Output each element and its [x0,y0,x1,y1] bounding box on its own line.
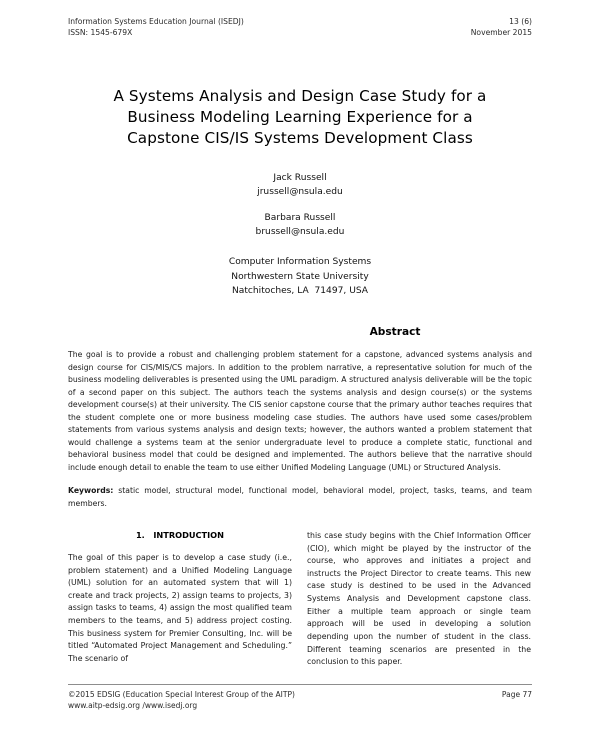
running-head-left [68,16,244,38]
author-entry [68,171,532,199]
paper-title-line-3: Capstone CIS/IS Systems Development Class [127,128,473,147]
keywords-line [68,485,532,510]
footer-left [68,690,295,712]
author-list [68,171,532,239]
keywords-text: static model, structural model, functional model, behavioral model, project, tasks, teams, and team members. [68,486,532,508]
keywords-label: Keywords: [68,486,114,496]
author-email[interactable]: brussell@nsula.edu [255,227,345,238]
introduction-paragraph-left: The goal of this paper is to develop a case study (i.e., problem statement) and a Unified Modeling Language (UML) solution for an automated system that will 1) create and track projects, 2) assign teams to projects, 3) assign tasks to teams, 4) assign the most qualified team members to the teams, and 5) address project costing. This business system for Premier Consulting, Inc. will be titled “Automated Project Management and Scheduling.” The scenario of [68,552,292,663]
paper-title [68,86,532,149]
volume-issue: 13 (6) [509,17,532,26]
body-column-right [307,530,531,669]
body-column-left [68,530,292,669]
footer-divider [68,684,532,685]
affiliation-institution: Northwestern State University [231,271,369,282]
footer-website[interactable]: www.aitp-edsig.org /www.isedj.org [68,701,198,711]
author-email[interactable]: jrussell@nsula.edu [257,187,343,197]
footer-page-number: Page 77 [501,690,532,700]
abstract-heading: Abstract [369,326,421,339]
affiliation-location: Natchitoches, LA 71497, USA [231,286,369,296]
author-affiliation [68,255,532,298]
author-name: Jack Russell [273,172,327,183]
paper-title-line-2: Business Modeling Learning Experience for a [127,107,473,126]
footer-copyright: ©2015 EDSIG (Education Special Interest Group of the AITP) [68,690,295,700]
footer-row [68,690,532,712]
page-footer [68,684,532,712]
section-heading-introduction: 1. INTRODUCTION [135,529,224,540]
publication-date: November 2015 [470,28,532,37]
running-head [68,16,532,38]
body-columns [68,530,532,669]
introduction-paragraph-right: this case study begins with the Chief Information Officer (CIO), which might be played by the instructor of the course, who approves and initiates a project and instructs the Project Director to create teams. This new case study is destined to be used in the Advanced Systems Analysis and Development capstone class. Either a multiple team approach or single team approach will be used in developing a solution depending upon the number of student in the class. Different teaming scenarios are presented in the conclusion to this paper. [307,530,531,667]
affiliation-department: Computer Information Systems [228,257,372,268]
journal-name: Information Systems Education Journal (ISEDJ) [68,17,244,26]
author-entry [68,211,532,239]
abstract-body: The goal is to provide a robust and challenging problem statement for a capstone, advanced systems analysis and design course for CIS/MIS/CS majors. In addition to the problem narrative, a representative solution for much of the business modeling deliverables is presented using the UML paradigm. A structured analysis deliverable will be the topic of a second paper on this subject. The authors teach the systems analysis and design course(s) or the systems development course(s) at their university. The CIS senior capstone course that the primary author teaches requires that the student complete one or more business modeling case studies. The authors have used some cases/problem statements from various systems analysis and design texts; however, the authors wanted a problem statement that would challenge a systems team at the senior undergraduate level to produce a complete static, functional and behavioral business model that could be designed and implemented. The authors believe that the narrative should include enough detail to enable the team to use either Unified Modeling Language (UML) or Structured Analysis. [68,350,532,472]
author-name: Barbara Russell [264,213,336,224]
paper-title-line-1: A Systems Analysis and Design Case Study for a [113,87,487,105]
journal-issn: ISSN: 1545-679X [68,28,133,37]
running-head-right [471,16,532,38]
